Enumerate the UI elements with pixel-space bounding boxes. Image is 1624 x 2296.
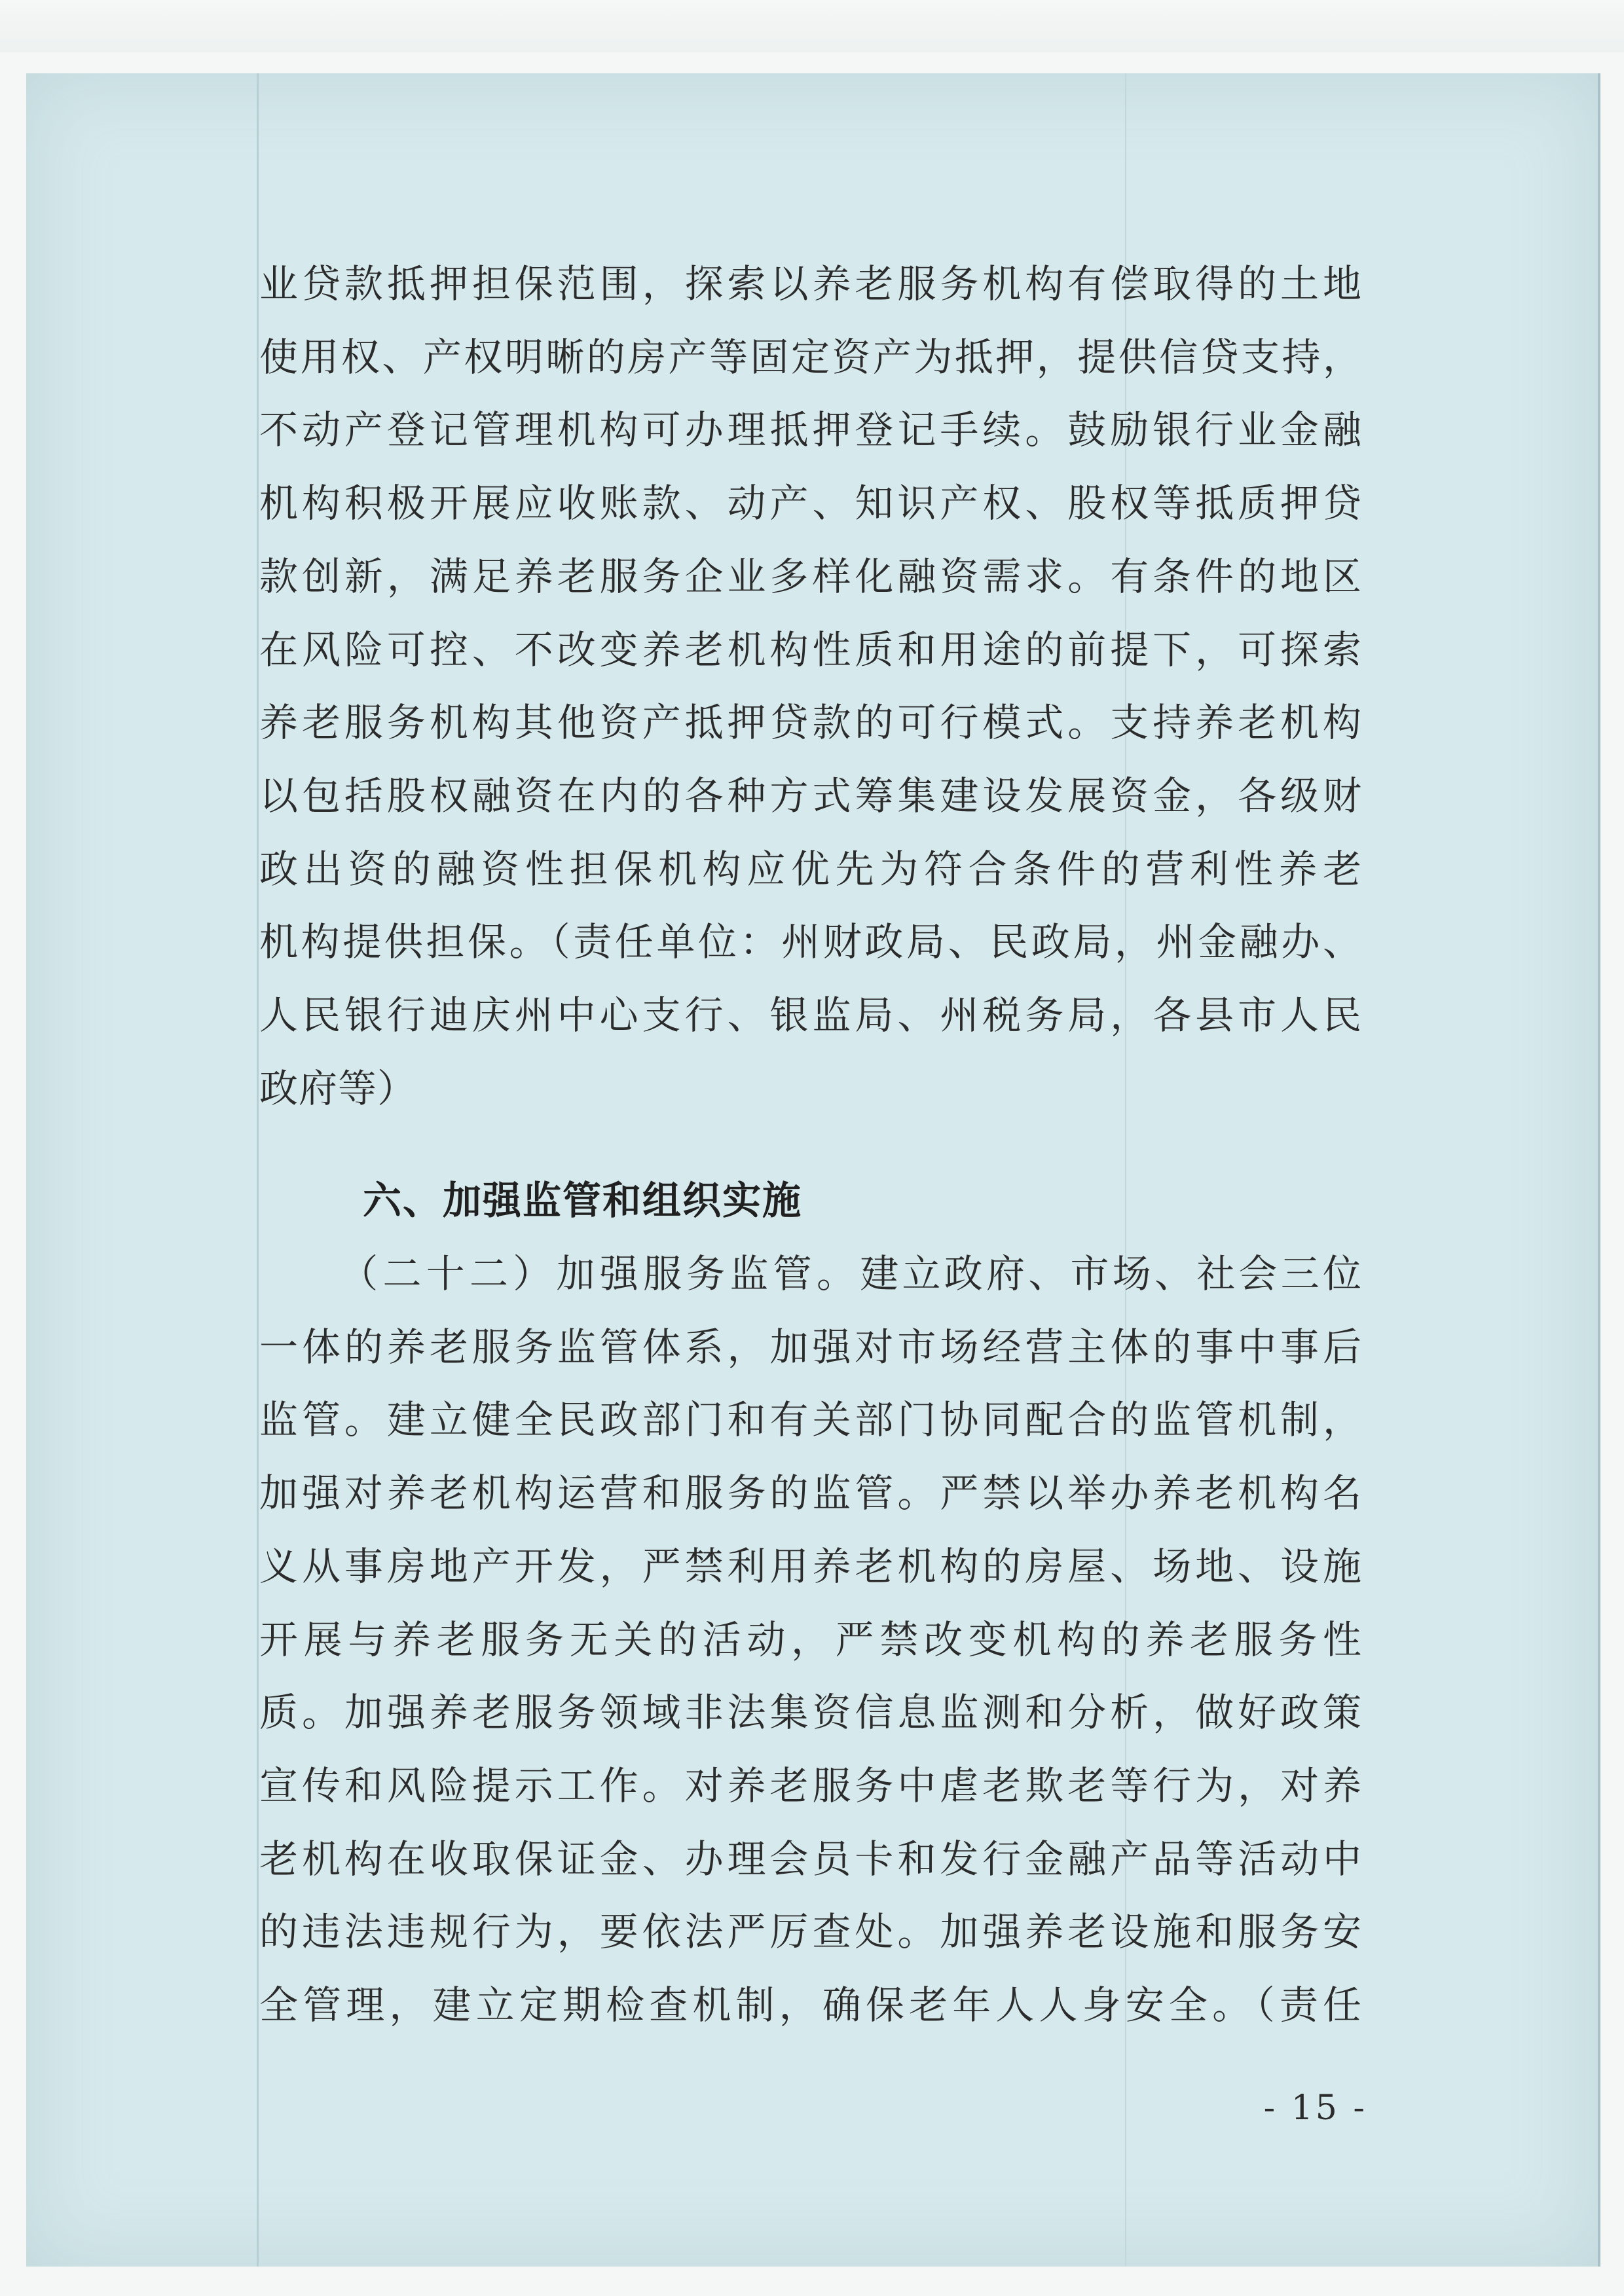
item-title: （二十二）加强服务监管。: [337, 1251, 860, 1296]
page-number: - 15 -: [1263, 2088, 1367, 2128]
scanner-top-strip: [0, 0, 1624, 52]
text-line: 开展与养老服务无关的活动，严禁改变机构的养老服务性: [259, 1616, 1362, 1662]
text-line: 政出资的融资性担保机构应优先为符合条件的营利性养老: [259, 846, 1362, 892]
text-line: 在风险可控、不改变养老机构性质和用途的前提下，可探索: [259, 627, 1362, 672]
text-line: 养老服务机构其他资产抵押贷款的可行模式。支持养老机构: [259, 700, 1362, 746]
text-line: 义从事房地产开发，严禁利用养老机构的房屋、场地、设施: [259, 1543, 1362, 1589]
text-line: 不动产登记管理机构可办理抵押登记手续。鼓励银行业金融: [259, 407, 1362, 453]
item-paragraph: [259, 1237, 1362, 2042]
text-line: 监管。建立健全民政部门和有关部门协同配合的监管机制，: [259, 1397, 1362, 1443]
text-line: 人民银行迪庆州中心支行、银监局、州税务局，各县市人民: [259, 993, 1362, 1038]
binding-margin-line: [257, 73, 259, 2267]
page-right-edge: [1598, 73, 1600, 2267]
text-line: 机构提供担保。（责任单位：州财政局、民政局，州金融办、: [259, 919, 1362, 965]
text-line: 建立政府、市场、社会三位: [860, 1251, 1362, 1296]
text-line: 以包括股权融资在内的各种方式筹集建设发展资金，各级财: [259, 773, 1362, 818]
text-line: 宣传和风险提示工作。对养老服务中虐老欺老等行为，对养: [259, 1762, 1362, 1808]
text-line: 业贷款抵押担保范围，探索以养老服务机构有偿取得的土地: [259, 261, 1362, 306]
text-line: 老机构在收取保证金、办理会员卡和发行金融产品等活动中: [259, 1836, 1362, 1882]
text-line: 使用权、产权明晰的房产等固定资产为抵押，提供信贷支持，: [259, 334, 1362, 380]
text-line: 的违法违规行为，要依法严厉查处。加强养老设施和服务安: [259, 1909, 1362, 1955]
text-line: 加强对养老机构运营和服务的监管。严禁以举办养老机构名: [259, 1470, 1362, 1516]
text-line: 全管理，建立定期检查机制，确保老年人人身安全。（责任: [259, 1982, 1362, 2028]
text-line: 一体的养老服务监管体系，加强对市场经营主体的事中事后: [259, 1324, 1362, 1370]
text-line: 款创新，满足养老服务企业多样化融资需求。有条件的地区: [259, 553, 1362, 599]
text-line: 政府等）: [259, 1065, 417, 1111]
continued-paragraph: [259, 247, 1362, 1125]
text-line: 机构积极开展应收账款、动产、知识产权、股权等抵质押贷: [259, 481, 1362, 526]
text-line: 质。加强养老服务领域非法集资信息监测和分析，做好政策: [259, 1690, 1362, 1736]
section-heading: 六、加强监管和组织实施: [363, 1178, 803, 1223]
